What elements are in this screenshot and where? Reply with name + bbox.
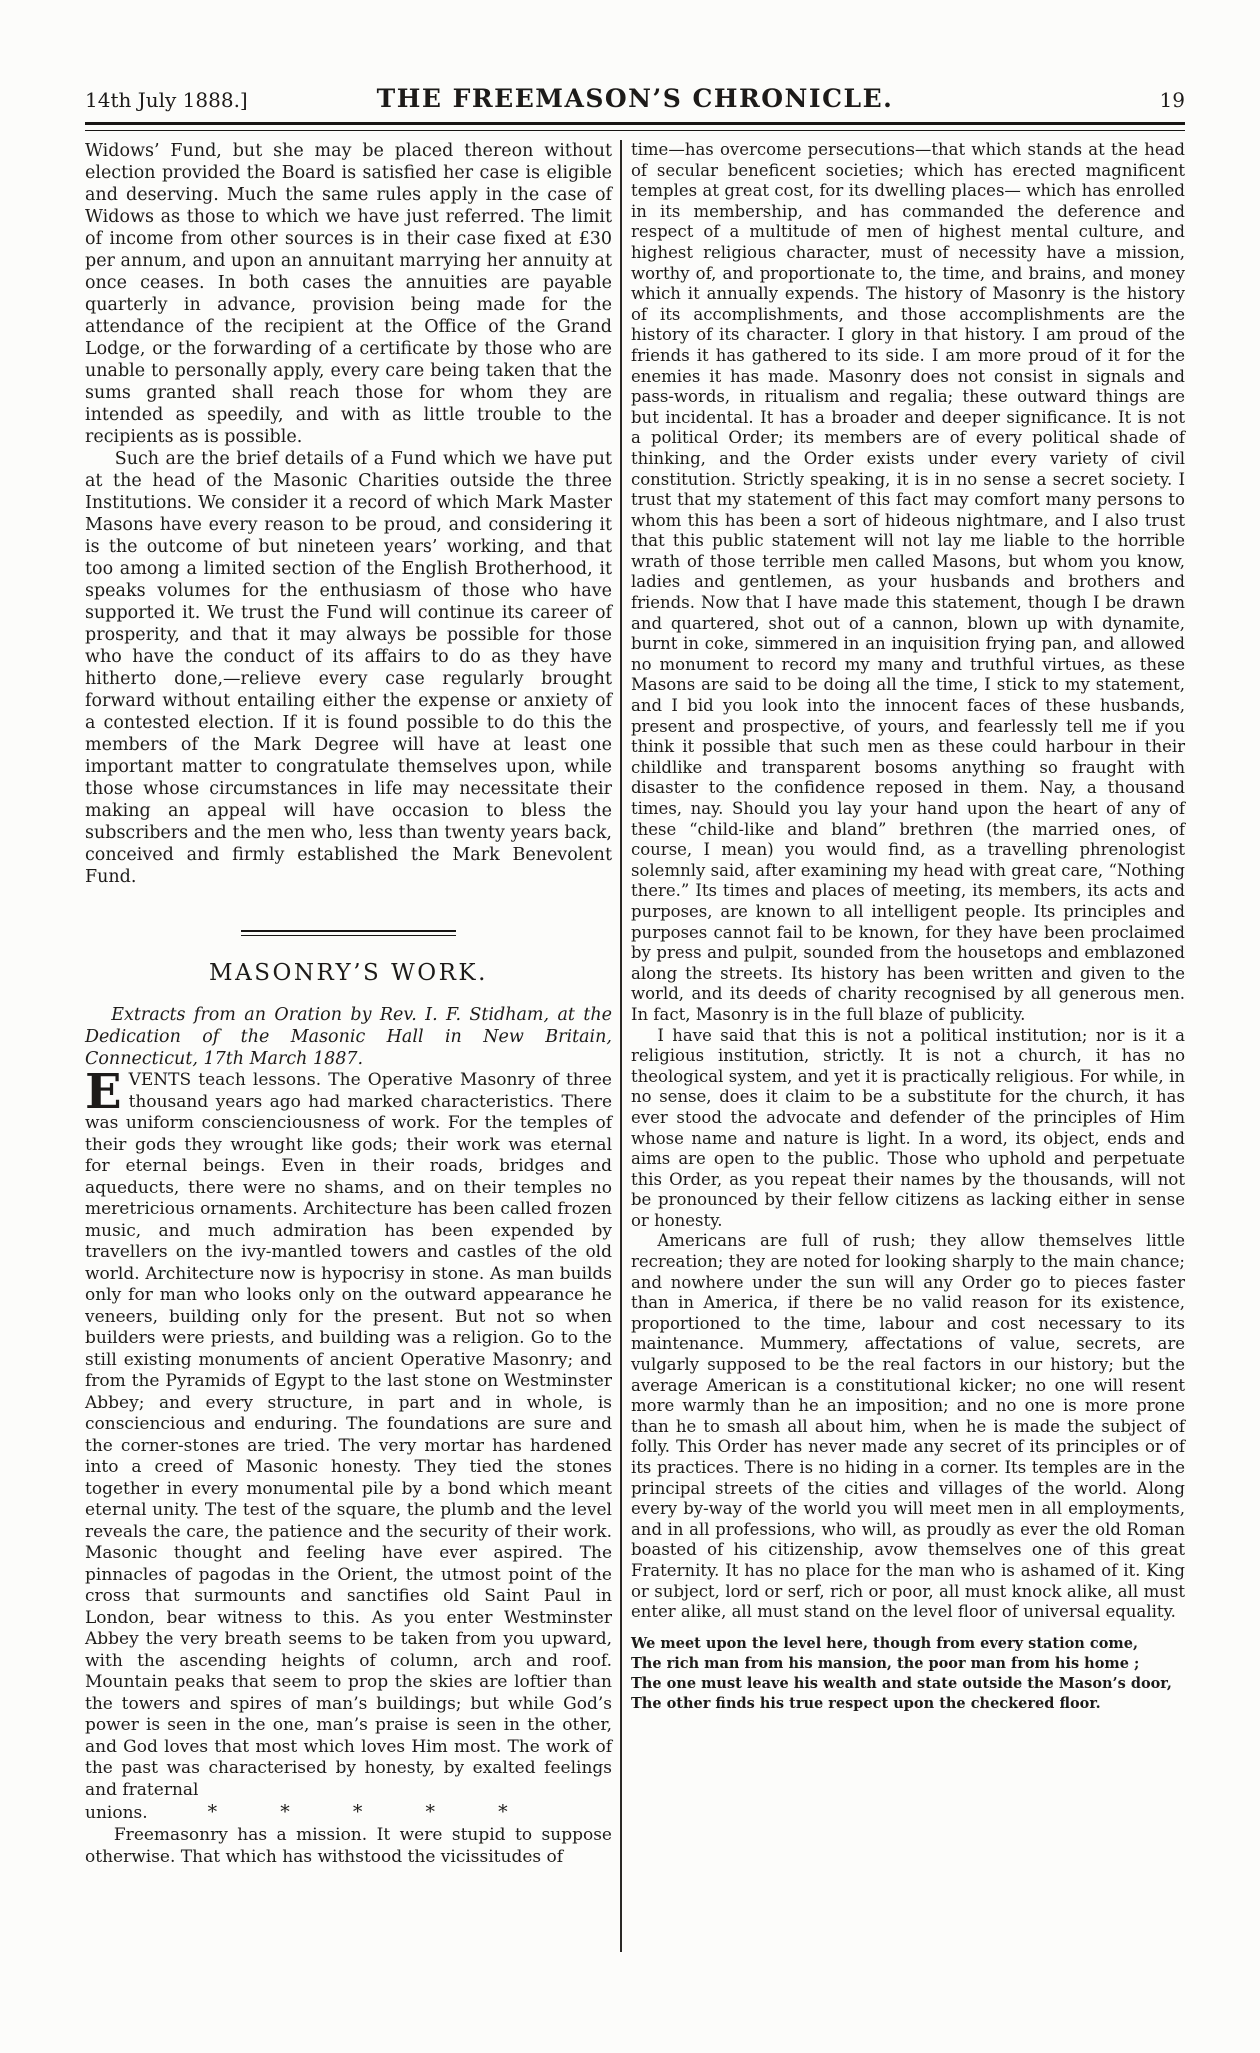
article-byline: Extracts from an Oration by Rev. I. F. Stidham, at the Dedication of the Masonic Hall in New Britain, Connecticut, 17th March 1887. bbox=[85, 1005, 612, 1069]
article-separator-rule bbox=[241, 930, 456, 936]
paragraph bbox=[85, 1064, 612, 1801]
page-number: 19 bbox=[1159, 88, 1185, 112]
issue-date: 14th July 1888.] bbox=[85, 88, 248, 112]
drop-cap: E bbox=[85, 1064, 122, 1120]
paragraph: Americans are full of rush; they allow themselves little recreation; they are noted for looking sharply to the main chance; and nowhere under the sun will any Order go to pieces faster than in America, if there be no valid reason for its existence, proportioned to the time, labour and cost necessary to its maintenance. Mummery, affectations of value, secrets, are vulgarly supposed to be the real factors in our history; but the average American is a constitutional kicker; no one will resent more warmly than he an imposition; and no one is more prone than he to smash all about him, when he is made the subject of folly. This Order has never made any secret of its principles or of its practices. There is no hiding in a corner. Its temples are in the principal streets of the cities and villages of the world. Along every by-way of the world you will meet men in all employments, and in all professions, who will, as proudly as ever the old Roman boasted of his citizenship, avow themselves one of this great Fraternity. It has no place for the man who is ashamed of it. King or subject, lord or serf, rich or poor, all must knock alike, all must enter alike, all must stand on the level floor of universal equality. bbox=[631, 1231, 1185, 1622]
column-gutter bbox=[612, 140, 631, 1868]
asterisk-glyph: * bbox=[280, 1801, 290, 1823]
masthead bbox=[85, 84, 1185, 113]
asterisk-glyph: * bbox=[498, 1801, 508, 1823]
paragraph: I have said that this is not a political institution; nor is it a religious institution, strictly. It is not a church, it has no theological system, and yet it is practically religious. For while, in no sense, does it claim to be a substitute for the church, it has ever stood the advocate and defender of the principles of Him whose name and nature is light. In a word, its object, ends and aims are open to the public. Those who uphold and perpetuate this Order, as you repeat their names by the thousands, will not be pronounced by their fellow citizens as lacking either in sense or honesty. bbox=[631, 1025, 1185, 1230]
columns bbox=[85, 140, 1185, 1868]
verse-line: The other finds his true respect upon the checkered floor. bbox=[631, 1694, 1101, 1712]
column-divider-rule bbox=[620, 140, 622, 1952]
paragraph: Widows’ Fund, but she may be placed thereon without election provided the Board is satisfied her case is eligible and deserving. Much the same rules apply in the case of Widows as those to which we have just referred. The limit of income from other sources is in their case fixed at £30 per annum, and upon an annuitant marrying her annuity at once ceases. In both cases the annuities are payable quarterly in advance, provision being made for the attendance of the recipient at the Office of the Grand Lodge, or the forwarding of a certificate by those who are unable to personally apply, every care being taken that the sums granted shall reach those for whom they are intended as speedily, and with as little trouble to the recipients as is possible. bbox=[85, 141, 612, 447]
asterisk-glyph: * bbox=[425, 1801, 436, 1823]
asterisk-row bbox=[208, 1801, 508, 1823]
article-heading: MASONRY’S WORK. bbox=[209, 960, 488, 986]
closing-verse bbox=[631, 1634, 1185, 1714]
masthead-double-rule bbox=[85, 122, 1185, 131]
paragraph: time—has overcome persecutions—that which stands at the head of secular beneficent societies; which has erected magnificent temples at great cost, for its dwelling places— which has enrolled in its membership, and has commanded the deference and respect of a multitude of men of highest mental culture, and highest religious character, must of necessity have a mission, worthy of, and proportionate to, the time, and brains, and money which it annually expends. The history of Masonry is the history of its accomplishments, and those accomplishments are the history of its character. I glory in that history. I am proud of the friends it has gathered to its side. I am more proud of it for the enemies it has made. Masonry does not consist in signals and pass-words, in ritualism and regalia; these outward things are but incidental. It has a broader and deeper significance. It is not a political Order; its members are of every political shade of thinking, and the Order exists under every variety of civil constitution. Strictly speaking, it is in no sense a secret society. I trust that my statement of this fact may comfort many persons to whom this has been a sort of hideous nightmare, and I also trust that this public statement will not lay me liable to the horrible wrath of those terrible men called Masons, but whom you know, ladies and gentlemen, as your husbands and brothers and friends. Now that I have made this statement, though I be drawn and quartered, shot out of a cannon, blown up with dynamite, burnt in coke, simmered in an inquisition frying pan, and allowed no monument to record my many and truthful virtues, as these Masons are said to be doing all the time, I stick to my statement, and I bid you look into the innocent faces of these husbands, present and prospective, of yours, and fearlessly tell me if you think it possible that such men as these could harbour in their childlike and transparent bosoms anything so fraught with disaster to the confidence reposed in them. Nay, a thousand times, nay. Should you lay your hand upon the heart of any of these “child-like and bland” brethren (the married ones, of course, I mean) you would find, as a travelling phrenologist solemnly said, after examining my head with great care, “Nothing there.” Its times and places of meeting, its members, its acts and purposes, are known to all intelligent people. Its principles and purposes cannot fail to be known, for they have been proclaimed by press and pulpit, sounded from the housetops and emblazoned along the streets. Its history has been written and given to the world, and its deeds of charity recognised by all generous men. In fact, Masonry is in the full blaze of publicity. bbox=[631, 140, 1185, 1024]
paragraph: Freemasonry has a mission. It were stupid to suppose otherwise. That which has withstood the vicissitudes of bbox=[85, 1825, 612, 1867]
publication-title: THE FREEMASON’S CHRONICLE. bbox=[376, 84, 894, 113]
paragraph-text: unions. bbox=[85, 1803, 148, 1823]
verse-line: We meet upon the level here, though from every station come, bbox=[631, 1634, 1138, 1652]
verse-line: The one must leave his wealth and state outside the Mason’s door, bbox=[631, 1674, 1172, 1692]
right-column bbox=[631, 140, 1185, 1868]
asterisk-separator bbox=[85, 1801, 612, 1824]
asterisk-glyph: * bbox=[352, 1801, 363, 1823]
paragraph: Such are the brief details of a Fund which we have put at the head of the Masonic Charities outside the three Institutions. We consider it a record of which Mark Master Masons have every reason to be proud, and considering it is the outcome of but nineteen years’ working, and that too among a limited section of the English Brotherhood, it speaks volumes for the enthusiasm of those who have supported it. We trust the Fund will continue its career of prosperity, and that it may always be possible for those who have the conduct of its affairs to do as they have hitherto done,—relieve every case regularly brought forward without entailing either the expense or anxiety of a contested election. If it is found possible to do this the members of the Mark Degree will have at least one important matter to congratulate themselves upon, while those whose circumstances in life may necessitate their making an appeal will have occasion to bless the subscribers and the men who, less than twenty years back, conceived and firmly established the Mark Benevolent Fund. bbox=[85, 449, 612, 887]
verse-line: The rich man from his mansion, the poor man from his home ; bbox=[631, 1654, 1140, 1672]
asterisk-glyph: * bbox=[207, 1801, 218, 1823]
left-column bbox=[85, 140, 612, 1868]
paragraph-text: VENTS teach lessons. The Operative Masonry of three thousand years ago had marked characteristics. There was uniform conscienciousness of work. For the temples of their gods they wrought like gods; their work was eternal for eternal beings. Even in their roads, bridges and aqueducts, there were no shams, and on their temples no meretricious ornaments. Architecture has been called frozen music, and much admiration has been expended by travellers on the ivy-mantled towers and castles of the old world. Architecture now is hypocrisy in stone. As man builds only for man who looks only on the outward appearance he veneers, building only for the present. But not so when builders were priests, and building was a religion. Go to the still existing monuments of ancient Operative Masonry; and from the Pyramids of Egypt to the last stone on Westminster Abbey; and every structure, in part and in whole, is consciencious and enduring. The foundations are sure and the corner-stones are tried. The very mortar has hardened into a creed of Masonic honesty. They tied the stones together in every monumental pile by a bond which meant eternal unity. The test of the square, the plumb and the level reveals the care, the patience and the security of their work. Masonic thought and feeling have ever aspired. The pinnacles of pagodas in the Orient, the utmost point of the cross that surmounts and sanctifies old Saint Paul in London, bear witness to this. As you enter Westminster Abbey the very breath seems to be taken from you upward, with the ascending heights of column, arch and roof. Mountain peaks that seem to prop the skies are loftier than the towers and spires of man’s buildings; but while God’s power is seen in the one, man’s praise is seen in the other, and God loves that most which loves Him most. The work of the past was characterised by honesty, by exalted feelings and fraternal bbox=[85, 1070, 612, 1800]
page-content bbox=[85, 84, 1185, 1868]
